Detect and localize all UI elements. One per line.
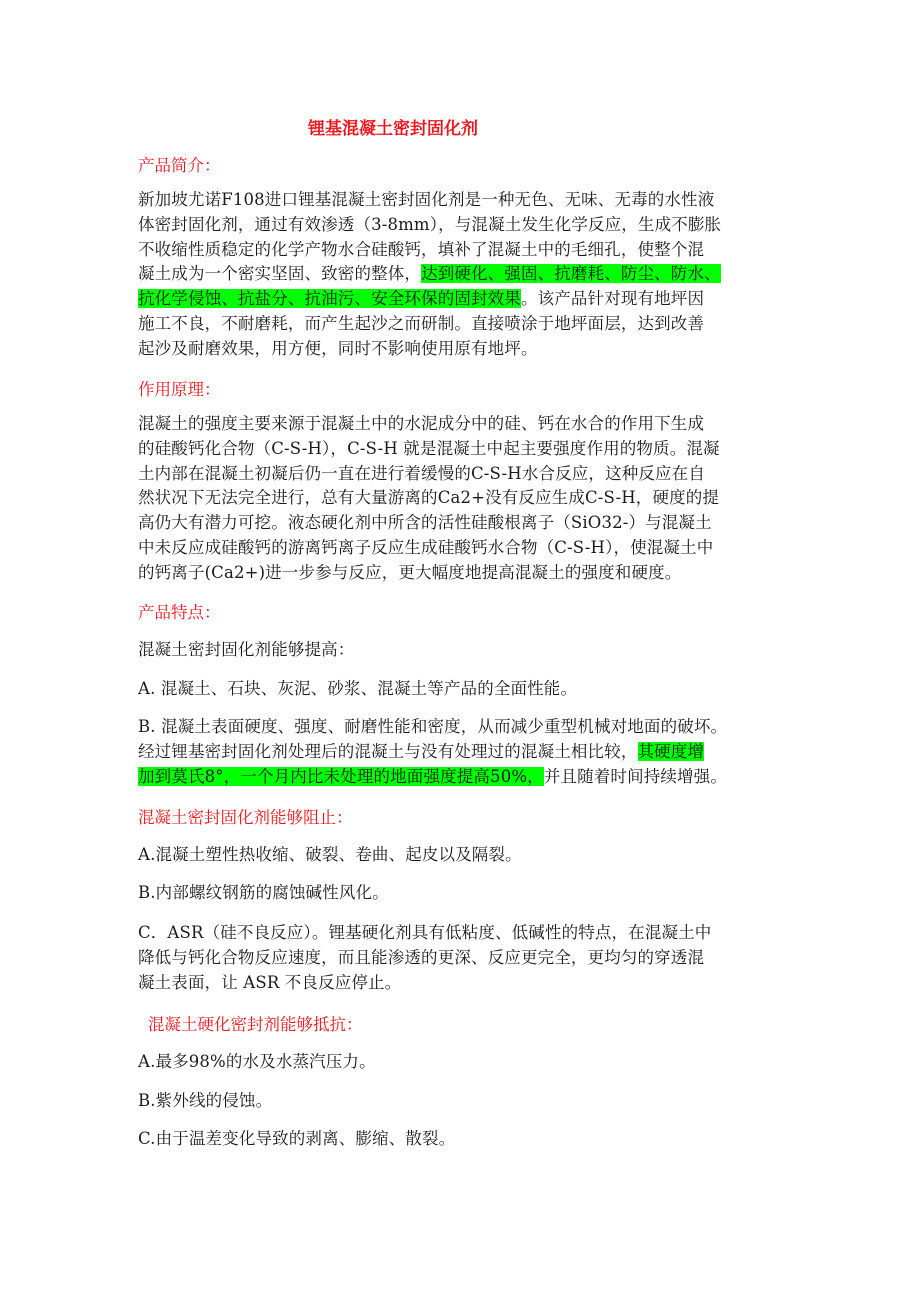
text-line: 然状况下无法完全进行，总有大量游离的Ca2+没有反应生成C-S-H，硬度的提	[138, 488, 720, 508]
prevent-item-a	[138, 843, 802, 868]
text-line: 中未反应成硅酸钙的游离钙离子反应生成硅酸钙水合物（C-S-H），使混凝土中	[138, 537, 714, 557]
highlighted-text: 其硬度增	[637, 741, 705, 761]
text-line: A.混凝土塑性热收缩、破裂、卷曲、起皮以及隔裂。	[138, 845, 522, 864]
section-heading-principle: 作用原理：	[138, 380, 221, 399]
text-line: 高仍大有潜力可挖。液态硬化剂中所含的活性硅酸根离子（SiO32-）与混凝土	[138, 513, 712, 533]
section-heading-intro: 产品简介：	[138, 156, 221, 175]
document-title: 锂基混凝土密封固化剂	[308, 119, 478, 139]
text-line: 新加坡尤诺F108进口锂基混凝土密封固化剂是一种无色、无味、无毒的水性液	[138, 190, 715, 209]
text-segment: 。该产品针对现有地坪因	[520, 289, 705, 309]
text-line: 不收缩性质稳定的化学产物水合硅酸钙，填补了混凝土中的毛细孔，使整个混	[138, 239, 705, 259]
prevent-item-b	[138, 881, 802, 906]
text-line: B.紫外线的侵蚀。	[138, 1091, 273, 1110]
text-segment: 凝土成为一个密实坚固、致密的整体，	[138, 264, 422, 284]
text-line: B. 混凝土表面硬度、强度、耐磨性能和密度，从而减少重型机械对地面的破坏。	[138, 717, 728, 736]
text-line: 的硅酸钙化合物（C-S-H），C-S-H 就是混凝土中起主要强度作用的物质。混凝	[138, 438, 720, 458]
text-line: C.由于温差变化导致的剥离、膨缩、散裂。	[138, 1129, 456, 1148]
text-line: C．ASR（硅不良反应）。锂基硬化剂具有低粘度、低碱性的特点，在混凝土中	[138, 923, 712, 942]
text-line: 的钙离子(Ca2+)进一步参与反应，更大幅度地提高混凝土的强度和硬度。	[138, 562, 682, 582]
text-line	[138, 262, 802, 287]
features-item-b	[138, 715, 802, 789]
text-line	[138, 765, 802, 790]
highlighted-text: 加到莫氏8°，一个月内比未处理的地面强度提高50%，	[138, 766, 544, 786]
text-line	[138, 287, 802, 312]
text-line: 施工不良，不耐磨耗，而产生起沙之而研制。直接喷涂于地坪面层，达到改善	[138, 313, 705, 333]
intro-paragraph	[138, 188, 802, 362]
text-line: 混凝土的强度主要来源于混凝土中的水泥成分中的硅、钙在水合的作用下生成	[138, 414, 705, 433]
text-line: 凝土表面，让 ASR 不良反应停止。	[138, 972, 402, 992]
text-segment: 并且随着时间持续增强。	[543, 766, 727, 786]
section-heading-features: 产品特点：	[138, 603, 221, 622]
text-line: 体密封固化剂，通过有效渗透（3-8mm），与混凝土发生化学反应，生成不膨胀	[138, 214, 722, 234]
principle-paragraph	[138, 412, 802, 586]
text-line: A.最多98%的水及水蒸汽压力。	[138, 1052, 376, 1071]
text-line: 起沙及耐磨效果，用方便，同时不影响使用原有地坪。	[138, 338, 538, 358]
text-line: 混凝土密封固化剂能够提高：	[138, 640, 355, 659]
features-item-a	[138, 677, 802, 702]
text-line: 降低与钙化合物反应速度，而且能渗透的更深、反应更完全，更均匀的穿透混	[138, 947, 705, 967]
text-line: B.内部螺纹钢筋的腐蚀碱性风化。	[138, 883, 389, 902]
text-line	[138, 740, 802, 765]
features-intro	[138, 638, 802, 663]
prevent-item-c	[138, 921, 802, 995]
section-heading-resist: 混凝土硬化密封剂能够抵抗：	[148, 1015, 363, 1034]
text-segment: 经过锂基密封固化剂处理后的混凝土与没有处理过的混凝土相比较，	[138, 741, 638, 761]
resist-item-b	[138, 1089, 802, 1114]
resist-item-a	[138, 1050, 802, 1075]
resist-item-c	[138, 1127, 802, 1152]
text-line: A. 混凝土、石块、灰泥、砂浆、混凝土等产品的全面性能。	[138, 679, 578, 698]
highlighted-text: 抗化学侵蚀、抗盐分、抗油污、安全环保的固封效果	[138, 289, 521, 309]
section-heading-prevent: 混凝土密封固化剂能够阻止：	[138, 808, 353, 827]
highlighted-text: 达到硬化、强固、抗磨耗、防尘、防水、	[421, 264, 721, 284]
text-line: 土内部在混凝土初凝后仍一直在进行着缓慢的C-S-H水合反应，这种反应在自	[138, 463, 705, 483]
